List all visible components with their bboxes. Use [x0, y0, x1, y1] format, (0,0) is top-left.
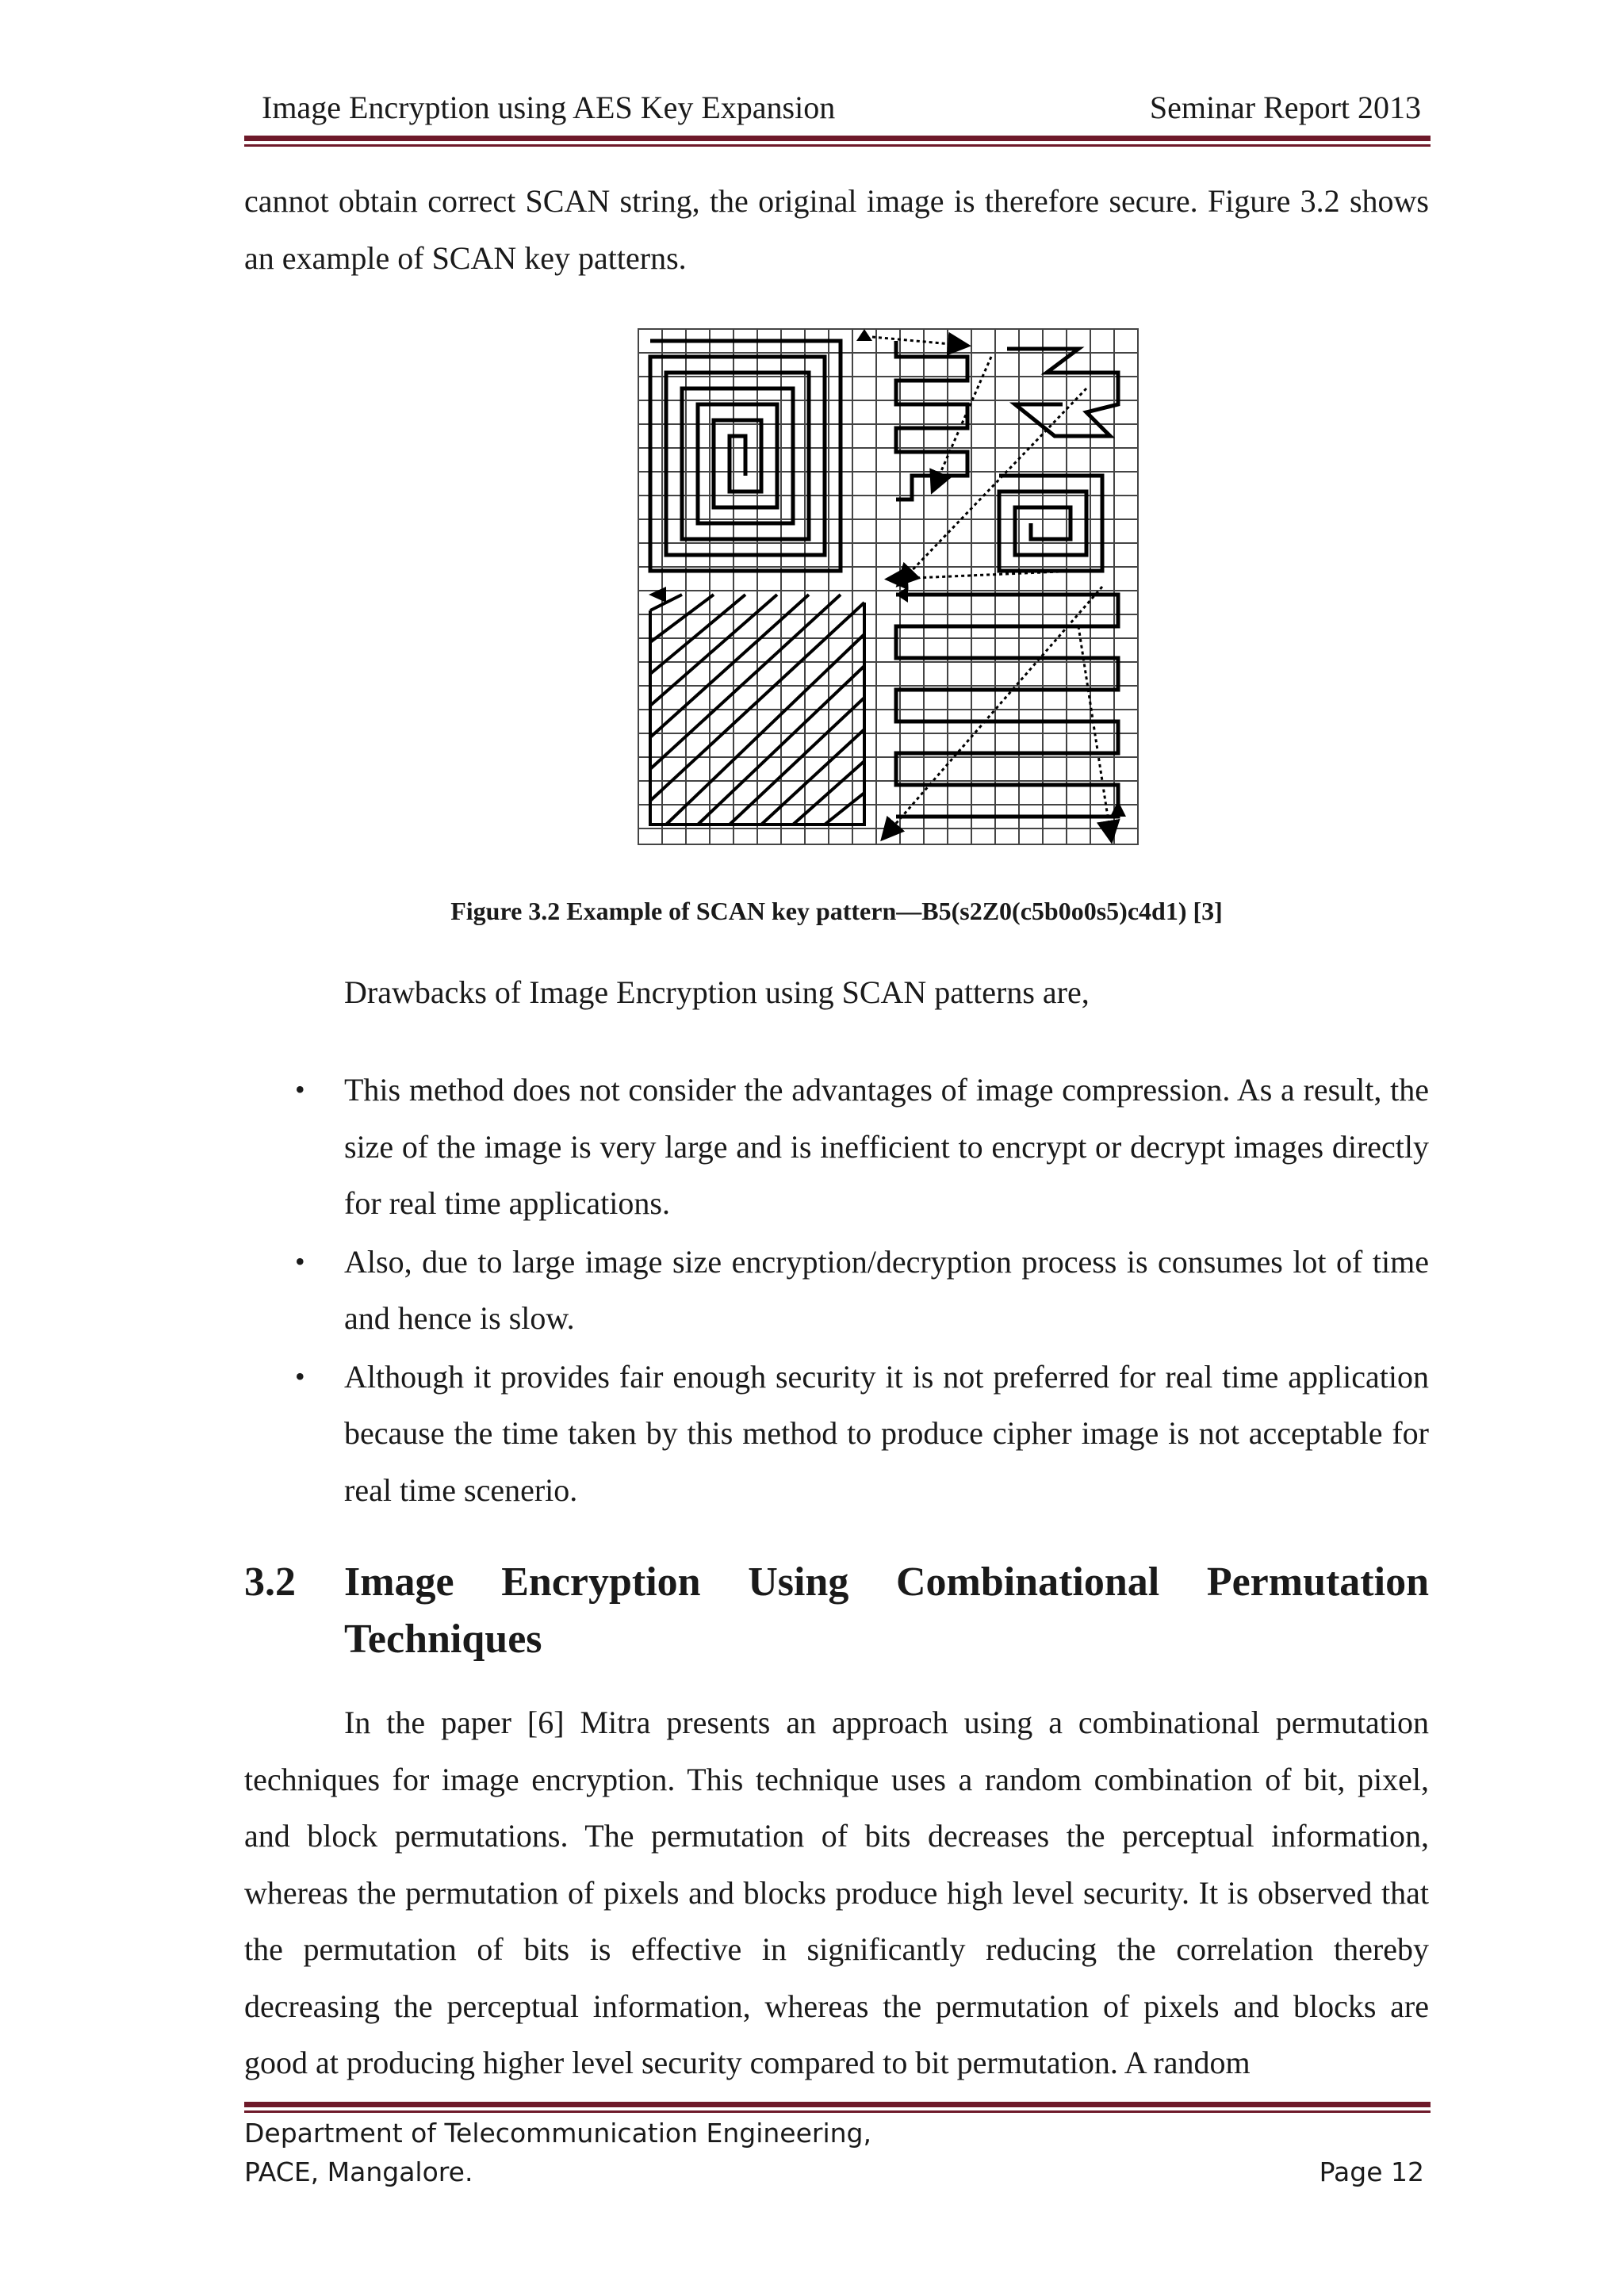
- section-body-paragraph: In the paper [6] Mitra presents an approach using a combinational permutation techniques for image encryption. This technique uses a random combination of bit, pixel, and block permutations. The permutation of bits decreases the perceptual information, whereas the permutation of pixels and blocks produce high level security. It is observed that the permutation of bits is effective in significantly reducing the correlation thereby decreasing the perceptual information, whereas the permutation of pixels and blocks are good at producing higher level security compared to bit permutation. A random: [244, 1705, 1429, 2080]
- spiral-pattern: [650, 341, 841, 571]
- drawbacks-intro: Drawbacks of Image Encryption using SCAN patterns are,: [344, 974, 1090, 1010]
- header-rule-thick: [244, 136, 1431, 141]
- header-rule-thin: [244, 144, 1431, 147]
- bullet-icon: •: [295, 1360, 305, 1392]
- footer-rule-thick: [244, 2102, 1431, 2107]
- snake-bottom-right: [896, 595, 1118, 817]
- bullet-text: This method does not consider the advantages of image compression. As a result, the size of the image is very large and is inefficient to encrypt or decrypt images directly for real time applications.: [344, 1072, 1429, 1221]
- bullet-icon: •: [295, 1073, 305, 1105]
- section-title: Image Encryption Using Combinational Permutation Techniques: [344, 1559, 1429, 1662]
- header-report-label: Seminar Report 2013: [1149, 90, 1421, 125]
- page-footer: [244, 2114, 1429, 2191]
- list-item: [290, 1349, 1429, 1519]
- header-title: Image Encryption using AES Key Expansion: [262, 90, 836, 125]
- footer-rule-thin: [244, 2110, 1431, 2113]
- page-header: [244, 89, 1429, 133]
- section-number: 3.2: [244, 1559, 296, 1605]
- figure-arrows: [872, 337, 1110, 832]
- scan-pattern-figure: [634, 325, 1142, 848]
- drawbacks-list: [290, 1062, 1429, 1520]
- footer-department: Department of Telecommunication Engineering,: [244, 2118, 871, 2149]
- page-number: Page 12: [1319, 2156, 1424, 2187]
- section-heading: [244, 1554, 1429, 1668]
- bullet-text: Although it provides fair enough security it is not preferred for real time application because the time taken by this method to produce cipher image is not acceptable for real time scenerio.: [344, 1358, 1429, 1508]
- list-item: [290, 1234, 1429, 1347]
- bullet-text: Also, due to large image size encryption/decryption process is consumes lot of time and hence is slow.: [344, 1243, 1429, 1336]
- list-item: [290, 1062, 1429, 1232]
- intro-paragraph: cannot obtain correct SCAN string, the original image is therefore secure. Figure 3.2 shows an example of SCAN key patterns.: [244, 183, 1429, 276]
- footer-college: PACE, Mangalore.: [244, 2156, 473, 2187]
- bullet-icon: •: [295, 1245, 305, 1277]
- figure-caption: Figure 3.2 Example of SCAN key pattern—B5(s2Z0(c5b0o0s5)c4d1) [3]: [450, 897, 1223, 925]
- inner-spiral-block: [999, 476, 1102, 571]
